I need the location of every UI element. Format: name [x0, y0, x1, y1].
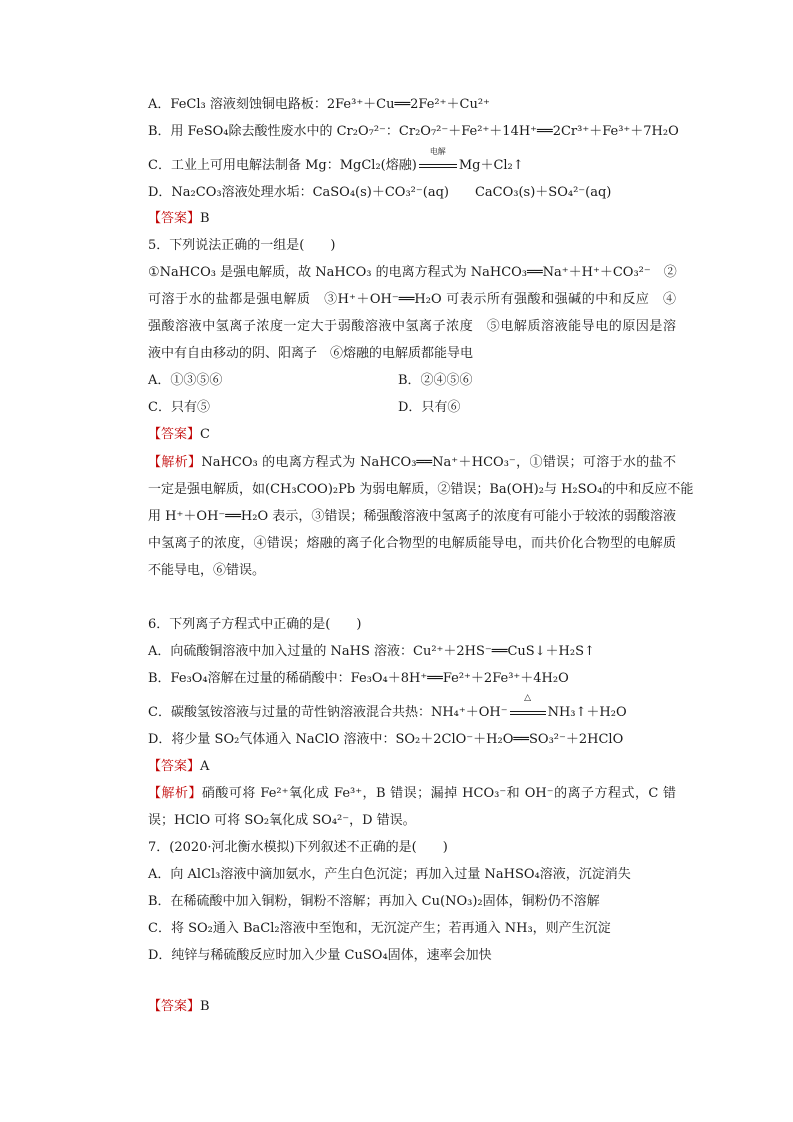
q6-option-c-products: NH₃↑＋H₂O: [547, 705, 627, 720]
heating-condition: △: [524, 693, 532, 703]
q5-answer: [148, 425, 210, 445]
analysis-tag: 【解析】: [148, 786, 202, 801]
q5-body-line: 可溶于水的盐都是强电解质 ③H⁺＋OH⁻══H₂O 可表示所有强酸和强碱的中和反应 ④: [148, 292, 676, 307]
electrolysis-condition: 电解: [429, 147, 446, 156]
q5-analysis-line: 不能导电，⑥错误。: [148, 563, 266, 578]
q5-option-b: B．②④⑤⑥: [398, 373, 473, 388]
electrolysis-arrow: [417, 147, 459, 176]
q5-body-line: ①NaHCO₃ 是强电解质，故 NaHCO₃ 的电离方程式为 NaHCO₃══Na⁺＋H⁺＋CO₃²⁻ ②: [148, 265, 677, 280]
analysis-text: 硝酸可将 Fe²⁺氧化成 Fe³⁺，B 错误；漏掉 HCO₃⁻和 OH⁻的离子方程式，C 错: [201, 786, 676, 801]
q6-option-a: A．向硫酸铜溶液中加入过量的 NaHS 溶液：Cu²⁺＋2HS⁻══CuS↓＋H₂S↑: [148, 644, 595, 659]
answer-value: B: [200, 999, 210, 1014]
q5-option-c: C．只有⑤: [148, 400, 210, 415]
q5-option-a: A．①③⑤⑥: [148, 373, 223, 388]
q5-body-line: 液中有自由移动的阴、阳离子 ⑥熔融的电解质都能导电: [148, 346, 474, 361]
answer-tag: 【答案】: [148, 999, 201, 1014]
q5-analysis-line: [148, 453, 676, 473]
q6-option-d: D．将少量 SO₂气体通入 NaClO 溶液中：SO₂＋2ClO⁻＋H₂O══SO₃²⁻＋2HClO: [148, 732, 624, 747]
q4-option-c-products: Mg＋Cl₂↑: [458, 158, 524, 173]
answer-value: A: [200, 759, 210, 774]
q6-option-c: [148, 693, 627, 723]
q6-analysis-line: [148, 784, 676, 804]
q6-answer: [148, 757, 209, 777]
q5-option-d: D．只有⑥: [398, 400, 461, 415]
q5-body-line: 强酸溶液中氢离子浓度一定大于弱酸溶液中氢离子浓度 ⑤电解质溶液能导电的原因是溶: [148, 319, 676, 334]
answer-tag: 【答案】: [148, 759, 201, 774]
heating-arrow: [508, 693, 548, 723]
q5-stem: 5．下列说法正确的一组是( ): [148, 238, 336, 253]
answer-tag: 【答案】: [148, 427, 201, 442]
q4-option-b: B．用 FeSO₄除去酸性废水中的 Cr₂O₇²⁻：Cr₂O₇²⁻＋Fe²⁺＋14H⁺══2Cr³⁺＋Fe³⁺＋7H₂O: [148, 124, 679, 139]
q7-option-d: D．纯锌与稀硫酸反应时加入少量 CuSO₄固体，速率会加快: [148, 948, 492, 963]
q7-stem: 7．(2020·河北衡水模拟)下列叙述不正确的是( ): [148, 840, 448, 855]
answer-tag: 【答案】: [148, 211, 201, 226]
q6-option-b: B．Fe₃O₄溶解在过量的稀硝酸中：Fe₃O₄＋8H⁺══Fe²⁺＋2Fe³⁺＋4H₂O: [148, 671, 569, 686]
q7-option-b: B．在稀硫酸中加入铜粉，铜粉不溶解；再加入 Cu(NO₃)₂固体，铜粉仍不溶解: [148, 894, 600, 909]
answer-value: C: [200, 427, 210, 442]
q5-analysis-line: 一定是强电解质，如(CH₃COO)₂Pb 为弱电解质，②错误；Ba(OH)₂与 H₂SO₄的中和反应不能: [148, 482, 694, 497]
q4-option-a: A．FeCl₃ 溶液刻蚀铜电路板：2Fe³⁺＋Cu══2Fe²⁺＋Cu²⁺: [148, 97, 490, 112]
q6-stem: 6．下列离子方程式中正确的是( ): [148, 617, 362, 632]
q4-option-c-text: C．工业上可用电解法制备 Mg：MgCl₂(熔融): [148, 158, 417, 173]
answer-value: B: [200, 211, 210, 226]
q5-analysis-line: 用 H⁺＋OH⁻══H₂O 表示，③错误；稀强酸溶液中氢离子的浓度有可能小于较浓的弱酸溶液: [148, 509, 676, 524]
q5-analysis-line: 中氢离子的浓度，④错误；熔融的离子化合物型的电解质能导电，而共价化合物型的电解质: [148, 536, 676, 551]
q4-answer: [148, 209, 210, 229]
analysis-tag: 【解析】: [148, 455, 202, 470]
q6-option-c-text: C．碳酸氢铵溶液与过量的苛性钠溶液混合共热：NH₄⁺＋OH⁻: [148, 705, 508, 720]
q7-option-c: C．将 SO₂通入 BaCl₂溶液中至饱和，无沉淀产生；若再通入 NH₃，则产生沉淀: [148, 921, 611, 936]
q4-option-c: [148, 147, 524, 176]
q4-option-d: D．Na₂CO₃溶液处理水垢：CaSO₄(s)＋CO₃²⁻(aq) CaCO₃(s)＋SO₄²⁻(aq): [148, 185, 612, 200]
q7-option-a: A．向 AlCl₃溶液中滴加氨水，产生白色沉淀；再加入过量 NaHSO₄溶液，沉淀消失: [148, 867, 631, 882]
q6-analysis-line: 误；HClO 可将 SO₂氧化成 SO₄²⁻，D 错误。: [148, 813, 416, 828]
q7-answer: [148, 997, 210, 1017]
analysis-text: NaHCO₃ 的电离方程式为 NaHCO₃══Na⁺＋HCO₃⁻，①错误；可溶于水的盐不: [201, 455, 676, 470]
